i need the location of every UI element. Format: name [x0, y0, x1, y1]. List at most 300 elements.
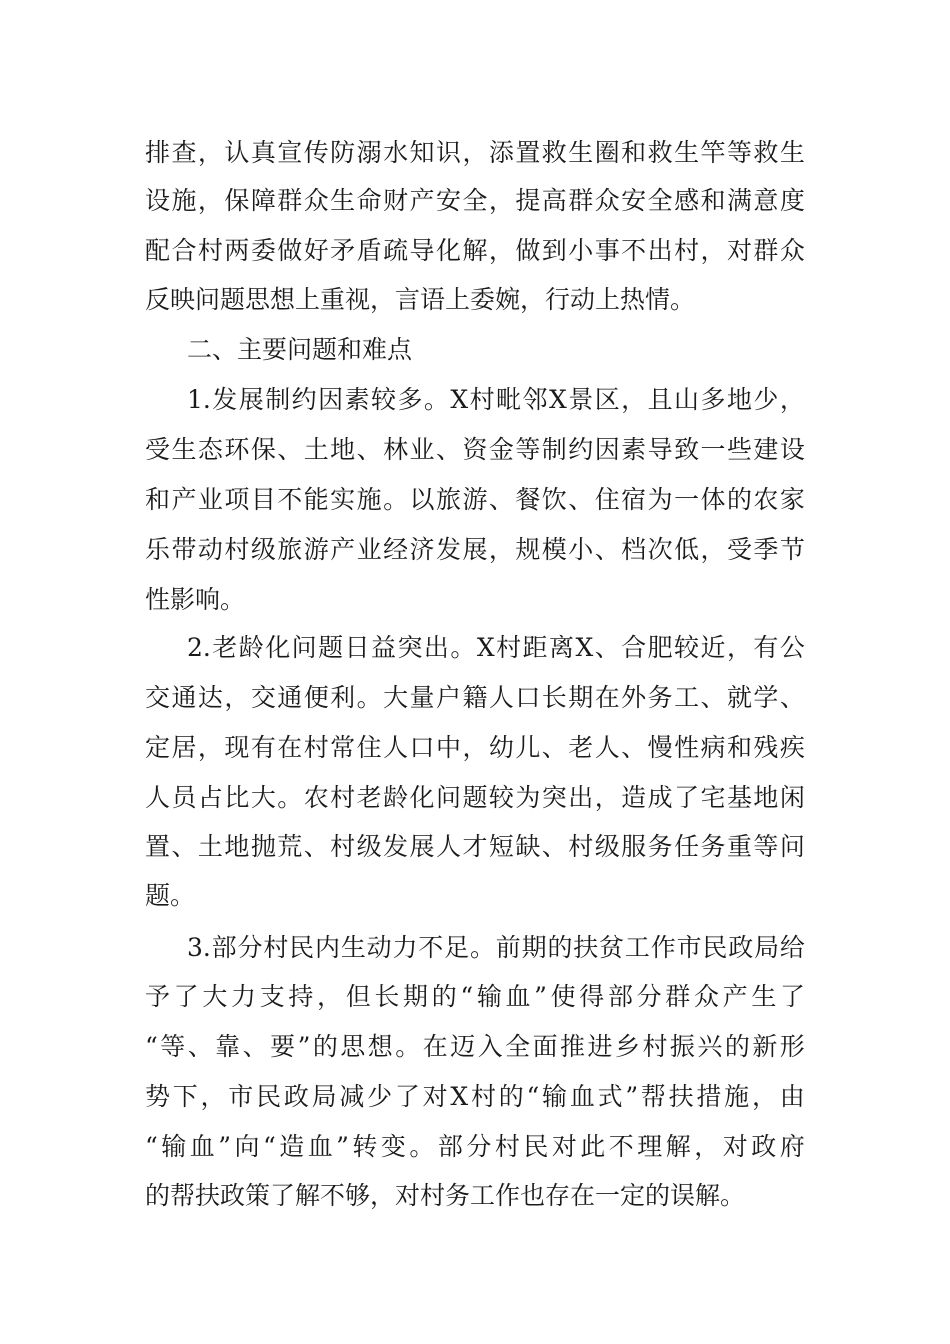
glyph: 解	[665, 1132, 691, 1161]
glyph: 导	[409, 236, 435, 265]
glyph: 建	[753, 435, 779, 464]
glyph: 离	[548, 633, 574, 662]
glyph: 局	[311, 1082, 337, 1111]
glyph: ，	[751, 1082, 777, 1111]
glyph: 量	[409, 683, 435, 712]
glyph: 众	[779, 236, 805, 265]
glyph: 此	[580, 1132, 606, 1161]
glyph: 等	[160, 1032, 186, 1061]
glyph: 疾	[779, 733, 805, 762]
glyph: 化	[409, 783, 435, 812]
glyph: 输	[161, 1132, 187, 1161]
glyph: 游	[303, 535, 329, 564]
glyph: 长	[541, 683, 567, 712]
glyph: ，	[462, 733, 488, 762]
glyph: 救	[647, 138, 673, 167]
glyph: 项	[224, 485, 250, 514]
glyph: 输	[476, 982, 502, 1011]
glyph: 保	[224, 186, 250, 215]
glyph: 高	[541, 186, 567, 215]
glyph: 分	[636, 982, 662, 1011]
glyph: 扶	[573, 933, 599, 962]
glyph: 村	[469, 385, 495, 414]
glyph: 小	[568, 535, 594, 564]
glyph: 慢	[647, 733, 673, 762]
glyph: ，	[700, 535, 726, 564]
glyph: 等	[753, 832, 779, 861]
glyph: 任	[674, 832, 700, 861]
glyph: 转	[352, 1132, 378, 1161]
glyph: 、	[568, 485, 594, 514]
glyph: 多	[397, 385, 423, 414]
glyph: 迈	[450, 1032, 476, 1061]
glyph: 人	[488, 683, 514, 712]
glyph: 。	[356, 683, 382, 712]
glyph: 市	[676, 933, 702, 962]
glyph: ”	[336, 1132, 349, 1161]
glyph: 残	[753, 733, 779, 762]
glyph: 面	[532, 1032, 558, 1061]
paragraph-line: 题。	[145, 881, 196, 910]
glyph: 常	[330, 733, 356, 762]
glyph: 群	[277, 186, 303, 215]
glyph: 向	[234, 1132, 260, 1161]
glyph: 化	[265, 633, 291, 662]
glyph: 导	[647, 435, 673, 464]
glyph: 展	[238, 385, 264, 414]
glyph: 部	[211, 933, 237, 962]
glyph: 人	[383, 733, 409, 762]
glyph: 较	[674, 633, 700, 662]
glyph: 业	[409, 435, 435, 464]
glyph: 的	[312, 1032, 338, 1061]
glyph: 村	[330, 832, 356, 861]
glyph: 解	[462, 236, 488, 265]
glyph: 工	[674, 683, 700, 712]
glyph: 村	[224, 535, 250, 564]
glyph: 。	[395, 1032, 421, 1061]
glyph: 新	[752, 1032, 778, 1061]
glyph: 餐	[515, 485, 541, 514]
glyph: 分	[466, 1132, 492, 1161]
glyph: 饮	[541, 485, 567, 514]
glyph: 邻	[522, 385, 548, 414]
glyph: 籍	[462, 683, 488, 712]
glyph: 、	[303, 832, 329, 861]
glyph: 安	[435, 186, 461, 215]
glyph: 规	[515, 535, 541, 564]
glyph: 理	[637, 1132, 663, 1161]
paragraph-line	[145, 827, 805, 867]
glyph: 予	[145, 982, 171, 1011]
glyph: 造	[279, 1132, 305, 1161]
glyph: 景	[568, 385, 594, 414]
glyph: 圈	[594, 138, 620, 167]
glyph: 、	[779, 683, 805, 712]
glyph: 短	[488, 832, 514, 861]
glyph: 节	[779, 535, 805, 564]
glyph: 动	[366, 933, 392, 962]
glyph: 生	[340, 933, 366, 962]
glyph: 重	[726, 832, 752, 861]
glyph: 置	[515, 138, 541, 167]
glyph: 住	[356, 733, 382, 762]
glyph: 等	[726, 138, 752, 167]
glyph: 级	[356, 832, 382, 861]
glyph: 期	[521, 933, 547, 962]
glyph: 度	[779, 186, 805, 215]
glyph: 帮	[640, 1082, 666, 1111]
glyph: 救	[541, 138, 567, 167]
paragraph-line	[145, 1077, 805, 1117]
glyph: 府	[779, 1132, 805, 1161]
glyph: 、	[187, 1032, 213, 1061]
glyph: 内	[314, 933, 340, 962]
glyph: 合	[171, 236, 197, 265]
glyph: 居	[171, 733, 197, 762]
glyph: 由	[779, 1082, 805, 1111]
glyph: 交	[250, 683, 276, 712]
glyph: 小	[568, 236, 594, 265]
glyph: 环	[224, 435, 250, 464]
glyph: 生	[779, 138, 805, 167]
glyph: 人	[594, 733, 620, 762]
glyph: 农	[303, 783, 329, 812]
glyph: 期	[568, 683, 594, 712]
glyph: 配	[145, 236, 171, 265]
glyph: 保	[250, 435, 276, 464]
glyph: 村	[494, 1132, 520, 1161]
paragraph-line	[145, 530, 805, 570]
glyph: 设	[779, 435, 805, 464]
glyph: 障	[250, 186, 276, 215]
glyph: 实	[330, 485, 356, 514]
glyph: 口	[409, 733, 435, 762]
glyph: ，	[224, 683, 250, 712]
glyph: 便	[303, 683, 329, 712]
paragraph-line	[145, 778, 805, 818]
glyph: 支	[259, 982, 285, 1011]
glyph: 就	[726, 683, 752, 712]
paragraph-line	[145, 1127, 805, 1167]
glyph: 力	[392, 933, 418, 962]
glyph: 血	[307, 1132, 333, 1161]
glyph: ，	[200, 1082, 226, 1111]
glyph: 病	[700, 733, 726, 762]
glyph: 、	[171, 832, 197, 861]
glyph: 救	[753, 138, 779, 167]
glyph: 形	[779, 1032, 805, 1061]
glyph: 山	[674, 385, 700, 414]
glyph: 前	[495, 933, 521, 962]
glyph: 户	[435, 683, 461, 712]
paragraph-line	[145, 678, 805, 718]
glyph: ，	[317, 982, 343, 1011]
glyph: 级	[594, 832, 620, 861]
glyph: 游	[462, 485, 488, 514]
glyph: 抛	[250, 832, 276, 861]
glyph: 部	[437, 1132, 463, 1161]
glyph: 安	[621, 186, 647, 215]
glyph: 老	[212, 633, 238, 662]
glyph: 员	[171, 783, 197, 812]
glyph: 不	[621, 236, 647, 265]
glyph: 、	[541, 832, 567, 861]
glyph: 真	[250, 138, 276, 167]
glyph: 交	[145, 683, 171, 712]
glyph: 学	[753, 683, 779, 712]
glyph: 部	[607, 982, 633, 1011]
glyph: 3.	[187, 933, 211, 962]
glyph: ”	[534, 982, 547, 1011]
section-heading: 二、主要问题和难点	[187, 335, 413, 364]
glyph: 了	[394, 1082, 420, 1111]
glyph: ，	[594, 783, 620, 812]
glyph: ，	[197, 186, 223, 215]
glyph: 下	[172, 1082, 198, 1111]
glyph: 政	[728, 933, 754, 962]
glyph: 血	[569, 1082, 595, 1111]
glyph: 提	[515, 186, 541, 215]
glyph: 众	[303, 186, 329, 215]
glyph: 竿	[700, 138, 726, 167]
glyph: 受	[145, 435, 171, 464]
glyph: 、	[700, 683, 726, 712]
paragraph-line	[187, 380, 805, 420]
glyph: 认	[224, 138, 250, 167]
glyph: 水	[383, 138, 409, 167]
glyph: 众	[594, 186, 620, 215]
glyph: 合	[621, 633, 647, 662]
glyph: 才	[462, 832, 488, 861]
glyph: 不	[608, 1132, 634, 1161]
glyph: ，	[462, 138, 488, 167]
glyph: 到	[541, 236, 567, 265]
glyph: 比	[224, 783, 250, 812]
glyph: 局	[754, 933, 780, 962]
glyph: 出	[568, 783, 594, 812]
glyph: 民	[256, 1082, 282, 1111]
glyph: 2.	[187, 633, 211, 662]
glyph: 的	[726, 485, 752, 514]
glyph: 政	[283, 1082, 309, 1111]
glyph: 矛	[330, 236, 356, 265]
glyph: 两	[224, 236, 250, 265]
glyph: 出	[423, 633, 449, 662]
paragraph-line	[145, 728, 805, 768]
glyph: 受	[726, 535, 752, 564]
glyph: 大	[383, 683, 409, 712]
glyph: 有	[753, 633, 779, 662]
glyph: 群	[665, 982, 691, 1011]
glyph: 通	[171, 683, 197, 712]
glyph: 民	[289, 933, 315, 962]
glyph: 因	[594, 435, 620, 464]
glyph: 委	[250, 236, 276, 265]
glyph: 地	[726, 385, 752, 414]
glyph: 式	[597, 1082, 623, 1111]
glyph: 通	[277, 683, 303, 712]
glyph: 变	[380, 1132, 406, 1161]
glyph: 、	[594, 535, 620, 564]
glyph: 成	[647, 783, 673, 812]
glyph: 儿	[515, 733, 541, 762]
glyph: 疏	[383, 236, 409, 265]
glyph: ，	[694, 1132, 720, 1161]
glyph: 低	[674, 535, 700, 564]
glyph: 中	[435, 733, 461, 762]
paragraph-line	[145, 1027, 805, 1067]
glyph: 务	[647, 832, 673, 861]
glyph: 约	[291, 385, 317, 414]
paragraph-line	[145, 133, 805, 173]
glyph: 全	[505, 1032, 531, 1061]
glyph: 防	[330, 138, 356, 167]
glyph: 缺	[515, 832, 541, 861]
glyph: X	[575, 633, 594, 662]
glyph: ，	[726, 633, 752, 662]
glyph: 。	[409, 1132, 435, 1161]
glyph: ，	[621, 385, 647, 414]
glyph: 减	[339, 1082, 365, 1111]
glyph: 达	[197, 683, 223, 712]
glyph: 感	[674, 186, 700, 215]
glyph: 产	[722, 982, 748, 1011]
glyph: 以	[409, 485, 435, 514]
glyph: 态	[197, 435, 223, 464]
glyph: 推	[560, 1032, 586, 1061]
glyph: 识	[435, 138, 461, 167]
glyph: 外	[621, 683, 647, 712]
glyph: 日	[344, 633, 370, 662]
glyph: 宿	[621, 485, 647, 514]
glyph: 施	[724, 1082, 750, 1111]
glyph: 较	[488, 783, 514, 812]
glyph: 且	[647, 385, 673, 414]
glyph: 。	[383, 485, 409, 514]
glyph: 生	[674, 138, 700, 167]
glyph: 、	[242, 1032, 268, 1061]
glyph: 乡	[614, 1032, 640, 1061]
glyph: 题	[462, 783, 488, 812]
paragraph-line	[145, 231, 805, 271]
glyph: 对	[422, 1082, 448, 1111]
glyph: 展	[462, 535, 488, 564]
glyph: 题	[318, 633, 344, 662]
glyph: 市	[228, 1082, 254, 1111]
glyph: 大	[202, 982, 228, 1011]
glyph: 口	[515, 683, 541, 712]
glyph: 档	[621, 535, 647, 564]
glyph: 做	[277, 236, 303, 265]
glyph: ，	[197, 733, 223, 762]
glyph: 意	[753, 186, 779, 215]
glyph: 一	[700, 435, 726, 464]
glyph: 足	[444, 933, 470, 962]
glyph: 持	[288, 982, 314, 1011]
glyph: 民	[523, 1132, 549, 1161]
glyph: 生	[568, 138, 594, 167]
glyph: 性	[674, 733, 700, 762]
glyph: 发	[212, 385, 238, 414]
glyph: 宣	[277, 138, 303, 167]
glyph: 经	[383, 535, 409, 564]
glyph: 、	[277, 435, 303, 464]
glyph: X	[450, 385, 469, 414]
glyph: 政	[751, 1132, 777, 1161]
glyph: 对	[726, 236, 752, 265]
glyph: 有	[250, 733, 276, 762]
glyph: 为	[647, 485, 673, 514]
glyph: 制	[541, 435, 567, 464]
glyph: 突	[397, 633, 423, 662]
glyph: 但	[345, 982, 371, 1011]
glyph: 家	[779, 485, 805, 514]
glyph: 地	[753, 783, 779, 812]
glyph: 化	[435, 236, 461, 265]
glyph: 因	[318, 385, 344, 414]
glyph: 生	[751, 982, 777, 1011]
glyph: 贫	[599, 933, 625, 962]
glyph: 问	[435, 783, 461, 812]
glyph: 添	[488, 138, 514, 167]
glyph: 龄	[383, 783, 409, 812]
paragraph-line	[145, 181, 805, 221]
glyph: 期	[403, 982, 429, 1011]
glyph: 。	[423, 385, 449, 414]
glyph: 农	[753, 485, 779, 514]
glyph: 幼	[488, 733, 514, 762]
glyph: “	[460, 982, 474, 1011]
glyph: 兴	[697, 1032, 723, 1061]
glyph: 要	[270, 1032, 296, 1061]
glyph: 了	[674, 783, 700, 812]
glyph: 产	[409, 186, 435, 215]
glyph: 次	[647, 535, 673, 564]
glyph: 占	[197, 783, 223, 812]
glyph: X	[548, 385, 567, 414]
glyph: 入	[477, 1032, 503, 1061]
glyph: 问	[779, 832, 805, 861]
glyph: 命	[356, 186, 382, 215]
glyph: 出	[647, 236, 673, 265]
glyph: 等	[515, 435, 541, 464]
glyph: 盾	[356, 236, 382, 265]
glyph: 公	[779, 633, 805, 662]
glyph: 财	[383, 186, 409, 215]
glyph: ”	[625, 1082, 639, 1111]
glyph: ”	[218, 1132, 231, 1161]
paragraph-line	[145, 480, 805, 520]
glyph: 全	[462, 186, 488, 215]
glyph: 近	[700, 633, 726, 662]
glyph: 全	[647, 186, 673, 215]
glyph: 少	[753, 385, 779, 414]
glyph: 好	[303, 236, 329, 265]
glyph: 溺	[356, 138, 382, 167]
glyph: 群	[753, 236, 779, 265]
paragraph-line	[187, 628, 805, 668]
glyph: 满	[726, 186, 752, 215]
glyph: 血	[189, 1132, 215, 1161]
glyph: 不	[277, 485, 303, 514]
glyph: 一	[674, 485, 700, 514]
glyph: ，	[700, 236, 726, 265]
glyph: 对	[551, 1132, 577, 1161]
glyph: 制	[265, 385, 291, 414]
glyph: 发	[435, 535, 461, 564]
glyph: 给	[779, 933, 805, 962]
